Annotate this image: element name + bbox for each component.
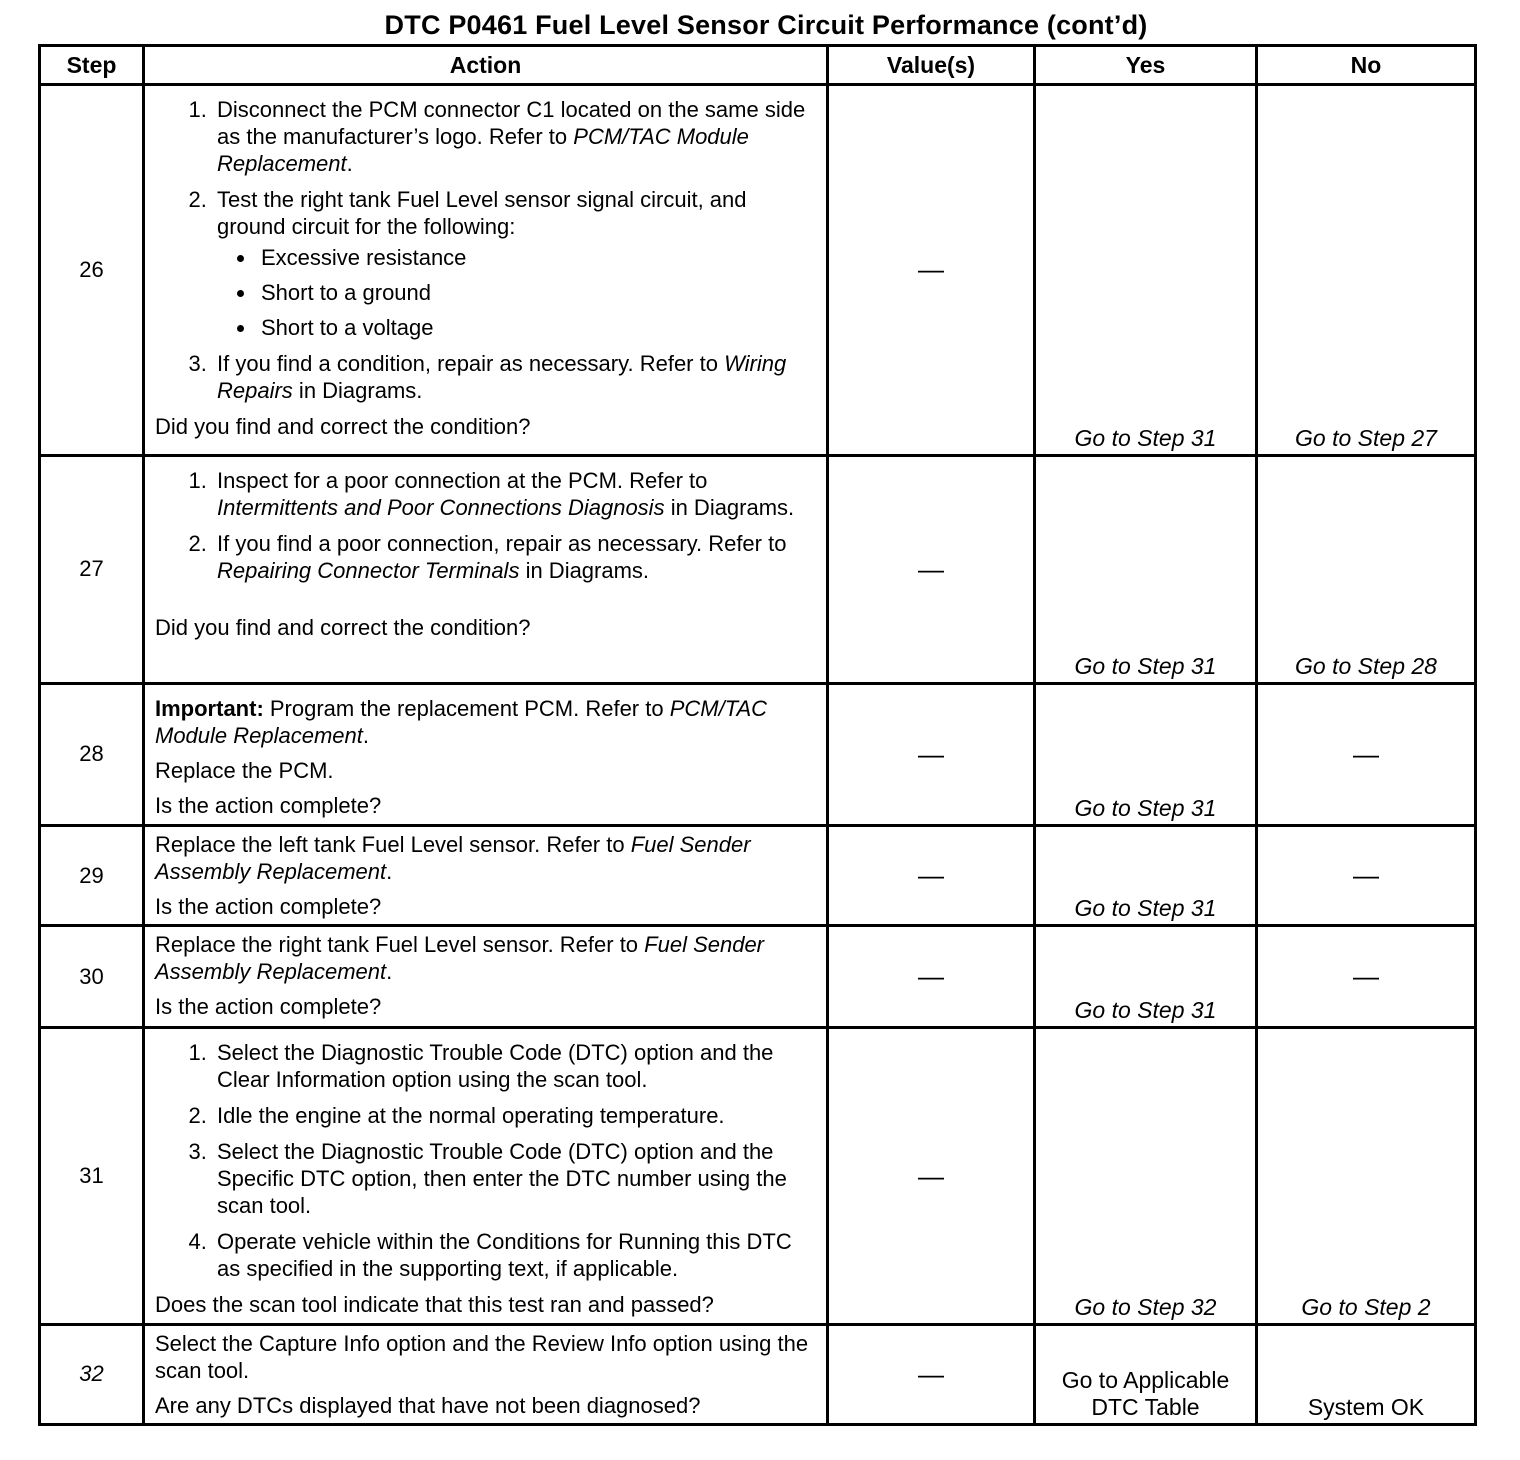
action-cell <box>144 826 828 926</box>
question-text: Is the action complete? <box>155 792 382 818</box>
header-yes: Yes <box>1035 46 1257 85</box>
action-cell <box>144 1324 828 1424</box>
list-item: 3. If you find a condition, repair as necessary. Refer to Wiring Repairs in Diagrams. <box>213 350 816 404</box>
reference-link: Fuel Sender Assembly Replacement <box>155 932 765 985</box>
value-cell: — <box>828 926 1035 1028</box>
list-item: 2. If you find a poor connection, repair as necessary. Refer to Repairing Connector Terminals in Diagrams. <box>213 530 816 584</box>
table-row <box>40 1324 1476 1424</box>
yes-cell <box>1035 1324 1257 1424</box>
no-cell <box>1257 1324 1476 1424</box>
page-title: DTC P0461 Fuel Level Sensor Circuit Performance (cont’d) <box>384 10 1148 40</box>
action-cell <box>144 926 828 1028</box>
header-action: Action <box>144 46 828 85</box>
yes-cell <box>1035 455 1257 683</box>
no-cell <box>1257 1028 1476 1324</box>
instruction-text: Replace the PCM. <box>155 757 334 783</box>
no-cell: — <box>1257 926 1476 1028</box>
reference-link: PCM/TAC Module Replacement <box>217 124 749 176</box>
question-text: Is the action complete? <box>155 894 382 920</box>
header-row <box>40 46 1476 85</box>
value-cell: — <box>828 85 1035 456</box>
yes-goto: Go to Step 31 <box>1074 997 1217 1024</box>
yes-cell <box>1035 1028 1257 1324</box>
bullet-item: • Short to a voltage <box>257 314 816 341</box>
bullet-item: • Excessive resistance <box>257 244 816 271</box>
yes-cell <box>1035 826 1257 926</box>
table-row <box>40 926 1476 1028</box>
no-result: System OK <box>1307 1394 1425 1420</box>
reference-link: Intermittents and Poor Connections Diagnosis <box>217 494 665 520</box>
important-note: Important: Program the replacement PCM. Refer to PCM/TAC Module Replacement. <box>155 695 768 748</box>
yes-goto: Go to Step 31 <box>1074 424 1217 451</box>
no-cell <box>1257 85 1476 456</box>
action-list <box>155 1039 816 1282</box>
yes-cell <box>1035 926 1257 1028</box>
step-number: 26 <box>40 85 144 456</box>
bullet-list <box>217 244 816 341</box>
header-values: Value(s) <box>828 46 1035 85</box>
list-item: 3. Select the Diagnostic Trouble Code (DTC) option and the Specific DTC option, then enter the DTC number using the scan tool. <box>213 1138 816 1219</box>
no-cell: — <box>1257 683 1476 825</box>
header-no: No <box>1257 46 1476 85</box>
yes-goto: Go to Step 31 <box>1074 652 1217 679</box>
value-cell: — <box>828 1028 1035 1324</box>
header-step: Step <box>40 46 144 85</box>
important-label: Important: <box>155 695 264 721</box>
value-cell: — <box>828 683 1035 825</box>
question-text: Did you find and correct the condition? <box>155 614 531 640</box>
no-cell: — <box>1257 826 1476 926</box>
yes-goto: Go to Step 31 <box>1074 795 1217 822</box>
step-number: 27 <box>40 455 144 683</box>
step-number: 30 <box>40 926 144 1028</box>
value-cell: — <box>828 826 1035 926</box>
list-item: 2. Idle the engine at the normal operating temperature. <box>213 1102 816 1129</box>
yes-cell <box>1035 683 1257 825</box>
action-cell <box>144 455 828 683</box>
step-number: 31 <box>40 1028 144 1324</box>
value-cell: — <box>828 1324 1035 1424</box>
action-cell <box>144 683 828 825</box>
dtc-table <box>38 44 1477 1426</box>
instruction-text: Select the Capture Info option and the Review Info option using the scan tool. <box>155 1330 809 1383</box>
table-row <box>40 826 1476 926</box>
action-list <box>155 96 816 404</box>
no-cell <box>1257 455 1476 683</box>
yes-goto: Go to Applicable DTC Table <box>1061 1367 1230 1420</box>
table-row <box>40 1028 1476 1324</box>
reference-link: Wiring Repairs <box>217 351 787 403</box>
list-item: 1. Inspect for a poor connection at the PCM. Refer to Intermittents and Poor Connections Diagnosis in Diagrams. <box>213 467 816 521</box>
instruction-text: Replace the right tank Fuel Level sensor. Refer to Fuel Sender Assembly Replacement. <box>155 932 765 985</box>
no-goto: Go to Step 2 <box>1301 1293 1431 1320</box>
action-cell <box>144 85 828 456</box>
list-item: 1. Disconnect the PCM connector C1 located on the same side as the manufacturer’s logo. Refer to PCM/TAC Module Replacement. <box>213 96 816 177</box>
question-text: Is the action complete? <box>155 994 382 1020</box>
no-goto: Go to Step 27 <box>1295 424 1437 451</box>
yes-cell <box>1035 85 1257 456</box>
step-number: 28 <box>40 683 144 825</box>
no-goto: Go to Step 28 <box>1295 652 1437 679</box>
question-text: Does the scan tool indicate that this test ran and passed? <box>155 1292 714 1318</box>
action-cell <box>144 1028 828 1324</box>
list-item: 1. Select the Diagnostic Trouble Code (DTC) option and the Clear Information option using the scan tool. <box>213 1039 816 1093</box>
table-row <box>40 85 1476 456</box>
table-row <box>40 455 1476 683</box>
question-text: Did you find and correct the condition? <box>155 414 531 439</box>
reference-link: Repairing Connector Terminals <box>217 557 520 583</box>
question-text: Are any DTCs displayed that have not been diagnosed? <box>155 1392 701 1418</box>
step-number: 29 <box>40 826 144 926</box>
instruction-text: Replace the left tank Fuel Level sensor. Refer to Fuel Sender Assembly Replacement. <box>155 832 751 885</box>
action-list <box>155 467 816 584</box>
list-item: 4. Operate vehicle within the Conditions for Running this DTC as specified in the supporting text, if applicable. <box>213 1228 816 1282</box>
reference-link: PCM/TAC Module Replacement <box>155 695 768 748</box>
yes-goto: Go to Step 32 <box>1074 1293 1217 1320</box>
table-row <box>40 683 1476 825</box>
bullet-item: • Short to a ground <box>257 279 816 306</box>
list-item: 2. Test the right tank Fuel Level sensor signal circuit, and ground circuit for the following: • Excessive resistance • Short to a ground • Short to a voltage <box>213 186 816 341</box>
reference-link: Fuel Sender Assembly Replacement <box>155 832 751 885</box>
value-cell: — <box>828 455 1035 683</box>
step-number: 32 <box>40 1324 144 1424</box>
yes-goto: Go to Step 31 <box>1074 895 1217 922</box>
